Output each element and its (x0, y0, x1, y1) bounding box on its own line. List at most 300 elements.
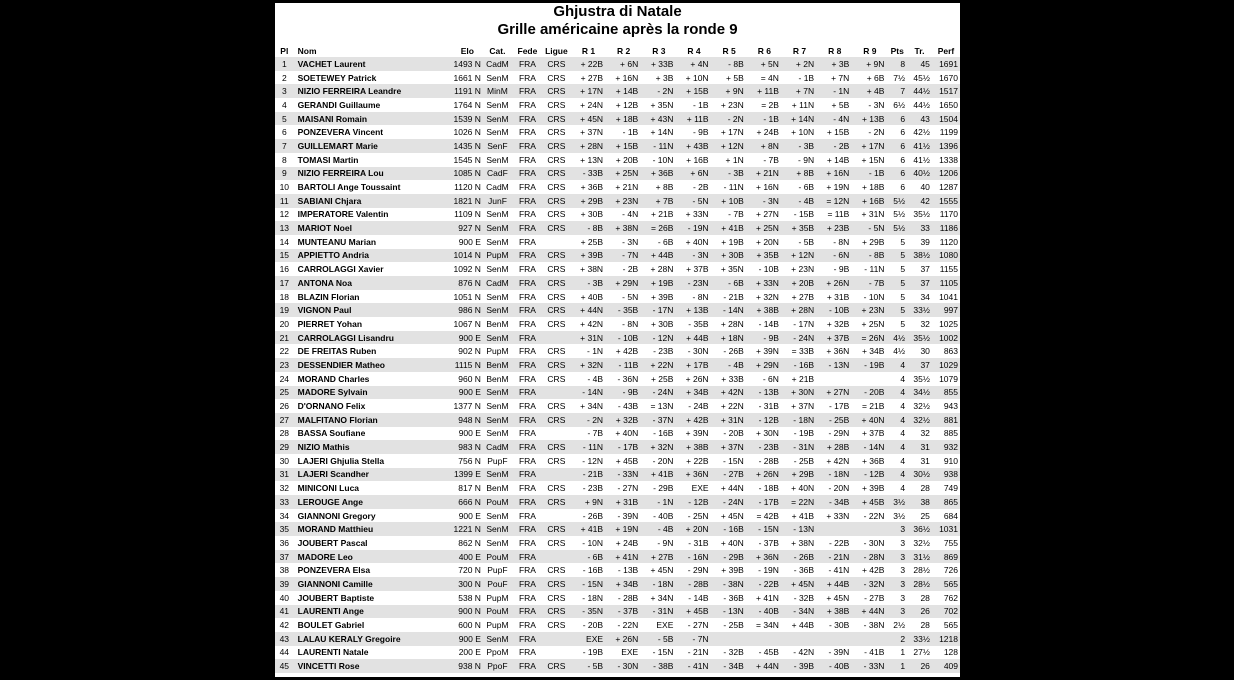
cell-r: + 23N (852, 303, 887, 317)
cell-r (782, 632, 817, 646)
cell-pts: 5 (900, 318, 906, 329)
cell-fede: FRA (518, 264, 536, 275)
cell-pl: 15 (275, 249, 294, 263)
cell-r: - 17B (606, 440, 641, 454)
cell-r: + 17B (676, 358, 711, 372)
cell-r: + 22B (686, 455, 709, 466)
cell-r: - 10B (817, 303, 852, 317)
cell-r: - 5B (798, 236, 815, 247)
cell-r: = 33B (791, 346, 815, 357)
cell-r: - 19B (852, 358, 887, 372)
cell-pl: 14 (279, 236, 290, 247)
cell-r: + 38B (817, 605, 852, 619)
cell-r: - 14B (758, 318, 779, 329)
cell-fede: FRA (518, 565, 536, 576)
cell-r: + 33N (826, 510, 850, 521)
cell-fede: FRA (513, 57, 542, 71)
cell-pl: 38 (279, 565, 290, 576)
cell-elo: 400 E (436, 550, 482, 564)
cell-r: - 4B (782, 194, 817, 208)
table-row (275, 98, 960, 112)
cell-perf: 1206 (932, 167, 960, 181)
cell-r: = 22N (782, 495, 817, 509)
cell-r: - 32B (723, 647, 744, 658)
cell-cat: SenM (486, 154, 509, 165)
cell-perf: 565 (943, 620, 958, 631)
cell-tr: 37 (907, 276, 932, 290)
cell-r: + 14N (782, 112, 817, 126)
cell-r: - 11B (606, 358, 641, 372)
cell-r: - 24B (688, 401, 709, 412)
cell-fede: FRA (518, 510, 536, 521)
table-row (275, 317, 960, 331)
table-row (275, 153, 960, 167)
table-row (275, 344, 960, 358)
cell-fede: FRA (513, 358, 542, 372)
cell-cat: SenM (486, 428, 509, 439)
cell-fede: FRA (513, 84, 542, 98)
cell-pl: 18 (279, 291, 290, 302)
cell-elo: 720 N (458, 565, 481, 576)
cell-tr: 35½ (907, 331, 932, 345)
cell-r: + 12N (782, 249, 817, 263)
cell-fede: FRA (513, 632, 542, 646)
cell-r: - 6B (712, 276, 747, 290)
cell-elo: 927 N (436, 221, 482, 235)
cell-elo: 1764 N (453, 99, 481, 110)
cell-perf: 1080 (932, 249, 960, 263)
cell-r: - 29B (653, 483, 674, 494)
cell-perf: 1120 (939, 236, 958, 247)
cell-cat: SenM (486, 127, 509, 138)
cell-pl: 25 (275, 386, 294, 400)
cell-pts: 3 (887, 522, 907, 536)
cell-name: DE FREITAS Ruben (297, 346, 377, 357)
cell-elo: 1221 N (436, 522, 482, 536)
table-row (275, 509, 960, 523)
cell-perf: 1691 (932, 57, 960, 71)
cell-r: = 42B (756, 510, 779, 521)
cell-tr: 28 (920, 483, 930, 494)
cell-r: - 16B (653, 428, 674, 439)
cell-elo: 862 N (458, 537, 481, 548)
cell-pl: 37 (275, 550, 294, 564)
cell-name: TOMASI Martin (297, 154, 359, 165)
cell-ligue (542, 235, 571, 249)
table-row (275, 550, 960, 564)
cell-r: - 27B (864, 592, 885, 603)
cell-pl: 10 (279, 182, 290, 193)
cell-r: + 25B (650, 373, 674, 384)
cell-r: - 25B (723, 620, 744, 631)
cell-name: LAURENTI Natale (297, 647, 369, 658)
cell-fede: FRA (518, 455, 536, 466)
cell-name: MADORE Leo (294, 550, 437, 564)
cell-name: MADORE Sylvain (294, 386, 437, 400)
table-row (275, 591, 960, 605)
cell-cat: CadM (482, 276, 513, 290)
cell-r: - 30N (606, 659, 641, 673)
cell-cat: CadM (482, 57, 513, 71)
cell-pl: 16 (279, 264, 290, 275)
cell-pl: 17 (275, 276, 294, 290)
cell-perf: 855 (932, 386, 960, 400)
cell-tr: 32½ (913, 537, 930, 548)
cell-r: - 9B (747, 331, 782, 345)
cell-pts: 4 (900, 373, 906, 384)
table-row (275, 618, 960, 632)
cell-r: + 3B (655, 72, 674, 83)
cell-fede: FRA (518, 72, 536, 83)
cell-r: + 28N (720, 318, 744, 329)
cell-r: - 18N (582, 592, 604, 603)
cell-r: + 41B (791, 510, 815, 521)
cell-r: - 2N (641, 84, 676, 98)
cell-r: + 26N (685, 373, 709, 384)
cell-r: + 42N (580, 318, 604, 329)
cell-r: - 15N (722, 455, 744, 466)
cell-tr: 38 (907, 495, 932, 509)
cell-name: DESSENDIER Matheo (294, 358, 437, 372)
cell-r: - 11N (723, 182, 744, 193)
cell-elo: 1539 N (436, 112, 482, 126)
cell-perf: 1517 (932, 84, 960, 98)
cell-perf: 1155 (939, 264, 958, 275)
column-header: Pl (280, 45, 289, 56)
cell-r: + 13B (676, 303, 711, 317)
table-row (275, 454, 960, 468)
cell-ligue: CRS (542, 413, 571, 427)
cell-r: - 3B (712, 167, 747, 181)
cell-r: - 9N (798, 154, 815, 165)
cell-r: + 26N (747, 468, 782, 482)
cell-r: - 7B (587, 428, 604, 439)
cell-r: - 7B (763, 154, 779, 165)
cell-r: + 32B (606, 413, 641, 427)
cell-cat: SenM (486, 537, 509, 548)
cell-r: - 3N (676, 249, 711, 263)
cell-r: - 19N (758, 565, 779, 576)
table-row (275, 632, 960, 646)
cell-r: - 17B (747, 495, 782, 509)
cell-r: + 8B (655, 182, 674, 193)
cell-r: - 15N (571, 577, 606, 591)
cell-fede: FRA (513, 303, 542, 317)
cell-r: + 16N (817, 167, 852, 181)
cell-r: - 17B (828, 401, 850, 412)
cell-r: - 43B (617, 401, 639, 412)
cell-cat: SenM (486, 510, 509, 521)
cell-r: - 22B (747, 577, 782, 591)
cell-r: + 35N (720, 264, 744, 275)
cell-pl: 2 (281, 72, 287, 83)
cell-r: + 37N (712, 440, 747, 454)
cell-ligue: CRS (542, 605, 571, 619)
cell-r: + 38N (791, 537, 815, 548)
cell-r: - 9B (606, 386, 641, 400)
cell-cat: SenM (486, 209, 509, 220)
cell-r: - 2B (622, 264, 639, 275)
cell-pts: 3 (900, 537, 906, 548)
cell-r: + 4B (852, 84, 887, 98)
cell-name: PONZEVERA Elsa (297, 565, 371, 576)
cell-pts: 6 (900, 182, 906, 193)
cell-fede: FRA (513, 112, 542, 126)
table-row (275, 208, 960, 222)
cell-perf: 1504 (932, 112, 960, 126)
cell-fede: FRA (518, 373, 536, 384)
cell-r: + 27N (817, 386, 852, 400)
cell-fede: FRA (513, 440, 542, 454)
cell-r: - 11N (864, 264, 885, 275)
cell-pts: 1 (887, 659, 907, 673)
cell-r (852, 372, 887, 386)
cell-pts: 3 (900, 592, 906, 603)
cell-tr: 37 (907, 358, 932, 372)
cell-pts: 6 (900, 127, 906, 138)
cell-r: - 8B (712, 57, 747, 71)
cell-r (852, 632, 887, 646)
cell-r: - 41B (864, 647, 885, 658)
cell-r: + 31N (712, 413, 747, 427)
cell-pts: 2 (887, 632, 907, 646)
cell-r: - 10N (863, 291, 885, 302)
cell-r: - 5B (571, 659, 606, 673)
cell-ligue (542, 632, 571, 646)
cell-tr: 31 (920, 455, 930, 466)
cell-tr: 34½ (907, 386, 932, 400)
cell-name: CARROLAGGI Xavier (297, 264, 384, 275)
cell-r: - 35B (688, 318, 709, 329)
cell-tr: 42½ (913, 127, 930, 138)
cell-name: BOULET Gabriel (297, 620, 365, 631)
cell-fede: FRA (518, 209, 536, 220)
cell-r: - 26B (582, 510, 604, 521)
cell-r: + 7N (831, 72, 850, 83)
cell-r: + 29N (606, 276, 641, 290)
cell-r: - 12N (641, 331, 676, 345)
cell-tr: 39 (920, 236, 930, 247)
cell-fede: FRA (513, 605, 542, 619)
cell-elo: 938 N (436, 659, 482, 673)
cell-r: - 8B (852, 249, 887, 263)
cell-elo: 1014 N (436, 249, 482, 263)
cell-r: + 35N (650, 99, 674, 110)
cell-ligue: CRS (542, 57, 571, 71)
column-header: R 8 (828, 45, 842, 56)
cell-r: - 13N (712, 605, 747, 619)
cell-r: + 42N (826, 455, 850, 466)
cell-elo: 900 N (436, 605, 482, 619)
cell-perf: 885 (943, 428, 958, 439)
cell-pts: 4 (900, 428, 906, 439)
cell-r: - 2B (817, 139, 852, 153)
cell-r: + 36N (747, 550, 782, 564)
cell-r: - 6B (571, 550, 606, 564)
cell-r: - 20B (852, 386, 887, 400)
grid-subtitle: Grille américaine après la ronde 9 (497, 21, 738, 38)
cell-pl: 20 (279, 318, 290, 329)
cell-elo: 538 N (458, 592, 481, 603)
cell-r (747, 632, 782, 646)
cell-pl: 13 (275, 221, 294, 235)
cell-r: + 38B (747, 303, 782, 317)
cell-r: - 4N (622, 209, 639, 220)
cell-r: + 45B (676, 605, 711, 619)
cell-r: - 20N (652, 455, 674, 466)
cell-r: + 30B (650, 318, 674, 329)
cell-pl: 22 (279, 346, 290, 357)
cell-fede: FRA (513, 139, 542, 153)
cell-r: + 9N (852, 57, 887, 71)
cell-perf: 1079 (939, 373, 958, 384)
cell-pl: 27 (275, 413, 294, 427)
cell-r: - 26B (723, 346, 744, 357)
cell-r: - 3N (622, 236, 639, 247)
table-row (275, 125, 960, 139)
cell-r: + 37N (791, 401, 815, 412)
cell-fede: FRA (518, 401, 536, 412)
column-header: Cat. (489, 45, 506, 56)
cell-cat: SenM (482, 468, 513, 482)
cell-pts: 3 (887, 605, 907, 619)
cell-r: - 19B (582, 647, 604, 658)
cell-r: - 4B (712, 358, 747, 372)
cell-r: + 45N (720, 510, 744, 521)
cell-elo: 948 N (436, 413, 482, 427)
cell-pts: 4 (887, 413, 907, 427)
cell-pl: 12 (279, 209, 290, 220)
cell-fede: FRA (518, 537, 536, 548)
cell-r: + 43N (641, 112, 676, 126)
cell-r: + 19B (641, 276, 676, 290)
cell-perf: 869 (932, 550, 960, 564)
table-row (275, 522, 960, 536)
cell-r: - 34N (782, 605, 817, 619)
cell-r: + 42B (861, 565, 885, 576)
cell-r: + 4N (676, 57, 711, 71)
cell-r: + 19B (721, 236, 744, 247)
cell-elo: 986 N (436, 303, 482, 317)
cell-r: + 18N (712, 331, 747, 345)
cell-r: - 12B (852, 468, 887, 482)
cell-ligue: CRS (542, 495, 571, 509)
cell-r: + 15N (861, 154, 885, 165)
cell-r: - 29B (712, 550, 747, 564)
cell-r: - 5N (676, 194, 711, 208)
cell-r: + 41N (756, 592, 779, 603)
cell-fede: FRA (513, 221, 542, 235)
cell-ligue: CRS (542, 112, 571, 126)
cell-tr: 41½ (907, 139, 932, 153)
cell-ligue: CRS (547, 72, 566, 83)
cell-r: + 34N (580, 401, 604, 412)
cell-r: + 5N (747, 57, 782, 71)
cell-r: + 41B (712, 221, 747, 235)
column-header: Perf (937, 45, 955, 56)
cell-r: + 20N (676, 522, 711, 536)
cell-r: + 16B (852, 194, 887, 208)
cell-r: + 6N (606, 57, 641, 71)
cell-cat: PupM (486, 620, 509, 631)
cell-r: - 28B (758, 455, 779, 466)
cell-pl: 26 (279, 401, 290, 412)
cell-r: - 20N (828, 483, 850, 494)
cell-fede: FRA (513, 550, 542, 564)
cell-r: + 31N (861, 209, 885, 220)
cell-fede: FRA (518, 318, 536, 329)
table-body (275, 57, 960, 673)
cell-perf: 684 (943, 510, 958, 521)
cell-r: + 15B (676, 84, 711, 98)
cell-r: + 9N (571, 495, 606, 509)
cell-perf: 865 (932, 495, 960, 509)
cell-elo: 900 E (436, 331, 482, 345)
cell-r: + 43B (676, 139, 711, 153)
cell-r: + 20B (782, 276, 817, 290)
cell-pts: 4 (900, 455, 906, 466)
cell-r: + 42B (615, 346, 639, 357)
cell-r: + 6B (866, 72, 885, 83)
cell-r (817, 632, 852, 646)
cell-tr: 35½ (913, 209, 930, 220)
cell-tr: 38½ (907, 249, 932, 263)
cell-perf: 910 (943, 455, 958, 466)
cell-r: - 22B (828, 537, 850, 548)
table-row (275, 399, 960, 413)
cell-r: = 4N (760, 72, 779, 83)
cell-r: - 40B (817, 659, 852, 673)
table-row (275, 659, 960, 673)
column-header: R 9 (863, 45, 877, 56)
cell-pts: 3½ (893, 510, 906, 521)
cell-r: - 11N (641, 139, 676, 153)
cell-r: + 45B (852, 495, 887, 509)
cell-r: = 26N (852, 331, 887, 345)
cell-r: - 16B (712, 522, 747, 536)
cell-elo: 1092 N (453, 264, 481, 275)
cell-cat: PouM (482, 495, 513, 509)
cell-pts: 5½ (887, 221, 907, 235)
cell-ligue: CRS (542, 221, 571, 235)
cell-ligue: CRS (542, 276, 571, 290)
cell-r: - 15N (652, 647, 674, 658)
cell-ligue: CRS (542, 577, 571, 591)
cell-cat: SenM (486, 291, 509, 302)
cell-r: + 45N (782, 577, 817, 591)
cell-cat: PpoM (486, 647, 509, 658)
cell-ligue: CRS (542, 167, 571, 181)
table-row (275, 276, 960, 290)
cell-ligue: CRS (547, 483, 566, 494)
cell-r: - 10B (758, 264, 779, 275)
cell-perf: 1029 (932, 358, 960, 372)
cell-perf: 1670 (939, 72, 958, 83)
cell-pl: 1 (275, 57, 294, 71)
cell-name: NIZIO FERREIRA Leandre (294, 84, 437, 98)
cell-pl: 6 (281, 127, 287, 138)
cell-cat: PouF (482, 577, 513, 591)
table-row (275, 139, 960, 153)
column-header: Tr. (914, 45, 925, 56)
cell-tr: 31 (907, 440, 932, 454)
cell-pts: 4½ (887, 331, 907, 345)
cell-r: - 32N (852, 577, 887, 591)
cell-perf: 1105 (932, 276, 960, 290)
cell-ligue: CRS (542, 249, 571, 263)
cell-r: - 23B (747, 440, 782, 454)
cell-tr: 35½ (913, 373, 930, 384)
